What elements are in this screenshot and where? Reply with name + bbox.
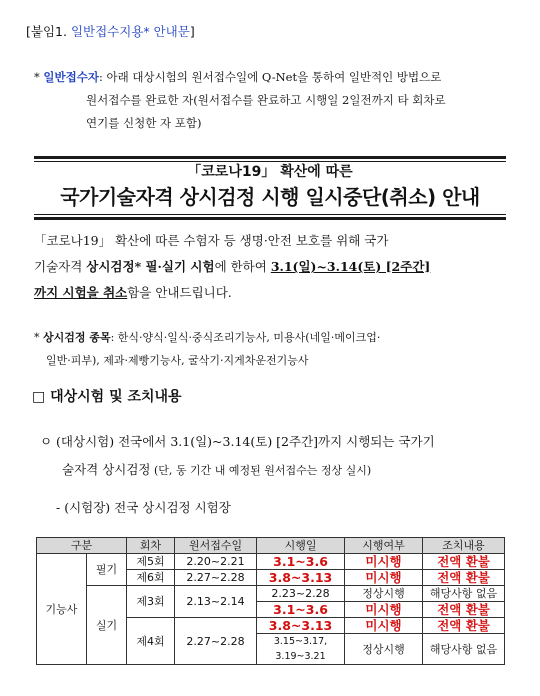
status-cell: 미시행	[345, 554, 423, 570]
practical-cell: 실기	[87, 586, 127, 665]
attachment-prefix: [붙임1.	[26, 24, 67, 39]
action-cell: 전액 환불	[423, 570, 505, 586]
exam-site-item	[56, 498, 231, 516]
exam-date-cell: 3.8~3.13	[257, 618, 345, 634]
header-registration: 원서접수일	[175, 538, 257, 554]
exam-date-cell: 3.8~3.13	[257, 570, 345, 586]
round-cell: 제5회	[127, 554, 175, 570]
intro-paragraph	[34, 228, 506, 306]
intro-period: 3.1(일)~3.14(토) [2주간]	[270, 259, 431, 274]
registration-cell: 2.27~2.28	[175, 570, 257, 586]
status-cell: 미시행	[345, 618, 423, 634]
round-cell: 제4회	[127, 618, 175, 665]
exam-date-line2: 3.19~3.21	[275, 651, 326, 662]
target-exam-line1: ㅇ (대상시험) 전국에서 3.1(일)~3.14(토) [2주간]까지 시행되는 국가기	[40, 434, 435, 449]
intro-emphasis: 상시검정* 필·실기 시험	[86, 259, 215, 274]
action-cell: 전액 환불	[423, 554, 505, 570]
grade-cell: 기능사	[37, 554, 87, 665]
exam-site-text: 전국 상시검정 시험장	[114, 500, 231, 515]
status-cell: 미시행	[345, 570, 423, 586]
status-cell: 미시행	[345, 602, 423, 618]
action-cell: 해당사항 없음	[423, 634, 505, 665]
exam-date-line1: 3.15~3.17,	[273, 636, 328, 647]
registration-cell: 2.20~2.21	[175, 554, 257, 570]
attachment-title	[26, 22, 195, 40]
note-line1: 아래 대상시험의 원서접수일에 Q-Net을 통하여 일반적인 방법으로	[106, 70, 442, 84]
round-cell: 제3회	[127, 586, 175, 618]
exam-types-line1: 한식·양식·일식·중식조리기능사, 미용사(네일·메이크업·	[117, 331, 381, 344]
status-cell: 정상시행	[345, 586, 423, 602]
header-exam-date: 시행일	[257, 538, 345, 554]
target-exam-item	[40, 428, 520, 485]
table-row	[37, 554, 505, 570]
header-action: 조치내용	[423, 538, 505, 554]
table-header-row	[37, 538, 505, 554]
table-row	[37, 586, 505, 602]
exam-site-label: - (시험장)	[56, 500, 111, 515]
heading-subtitle: 「코로나19」 확산에 따른	[187, 164, 353, 180]
intro-text: 기술자격	[34, 259, 87, 274]
exam-types-label: 상시검정 종목	[43, 331, 111, 344]
round-cell: 제6회	[127, 570, 175, 586]
general-applicant-note: * 일반접수자: 아래 대상시험의 원서접수일에 Q-Net을 통하여 일반적인 방법으로 원서접수를 완료한 자(원서접수를 완료하고 시행일 2일전까지 타 회차로 연기를 신청한 자 포함)	[34, 66, 514, 135]
attachment-title-text: 일반접수지용* 안내문	[70, 24, 190, 39]
registration-cell: 2.13~2.14	[175, 586, 257, 618]
schedule-table	[36, 537, 505, 665]
exam-date-cell: 2.23~2.28	[257, 586, 345, 602]
attachment-suffix: ]	[189, 24, 195, 39]
status-cell: 정상시행	[345, 634, 423, 665]
note-line3: 연기를 신청한 자 포함)	[86, 116, 202, 130]
exam-types-note: * 상시검정 종목: 한식·양식·일식·중식조리기능사, 미용사(네일·메이크업· 일반·피부), 제과·제빵기능사, 굴삭기·지게차운전기능사	[34, 326, 512, 372]
exam-date-cell: 3.1~3.6	[257, 554, 345, 570]
header-status: 시행여부	[345, 538, 423, 554]
intro-text: 함을 안내드립니다.	[127, 285, 232, 300]
note-label: 일반접수자	[43, 70, 99, 84]
target-exam-line2: 술자격 상시검정	[62, 462, 151, 477]
heading-title: 국가기술자격 상시검정 시행 일시중단(취소) 안내	[60, 185, 480, 209]
header-category: 구분	[37, 538, 127, 554]
action-cell: 전액 환불	[423, 618, 505, 634]
written-cell: 필기	[87, 554, 127, 586]
exam-date-cell	[257, 634, 345, 665]
registration-cell: 2.27~2.28	[175, 618, 257, 665]
note-line2: 원서접수를 완료한 자(원서접수를 완료하고 시행일 2일전까지 타 회차로	[86, 93, 446, 107]
intro-text: 에 한하여	[214, 259, 271, 274]
action-cell: 해당사항 없음	[423, 586, 505, 602]
action-cell: 전액 환불	[423, 602, 505, 618]
intro-line1: 「코로나19」 확산에 따른 수험자 등 생명·안전 보호를 위해 국가	[34, 233, 389, 248]
target-exam-note: (단, 동 기간 내 예정된 원서접수는 정상 실시)	[150, 464, 372, 477]
section-title: □ 대상시험 및 조치내용	[32, 389, 182, 405]
exam-date-cell: 3.1~3.6	[257, 602, 345, 618]
exam-types-line2: 일반·피부), 제과·제빵기능사, 굴삭기·지게차운전기능사	[46, 354, 309, 367]
header-round: 회차	[127, 538, 175, 554]
intro-cancel: 까지 시험을 취소	[34, 285, 128, 300]
notice-heading	[34, 156, 506, 220]
